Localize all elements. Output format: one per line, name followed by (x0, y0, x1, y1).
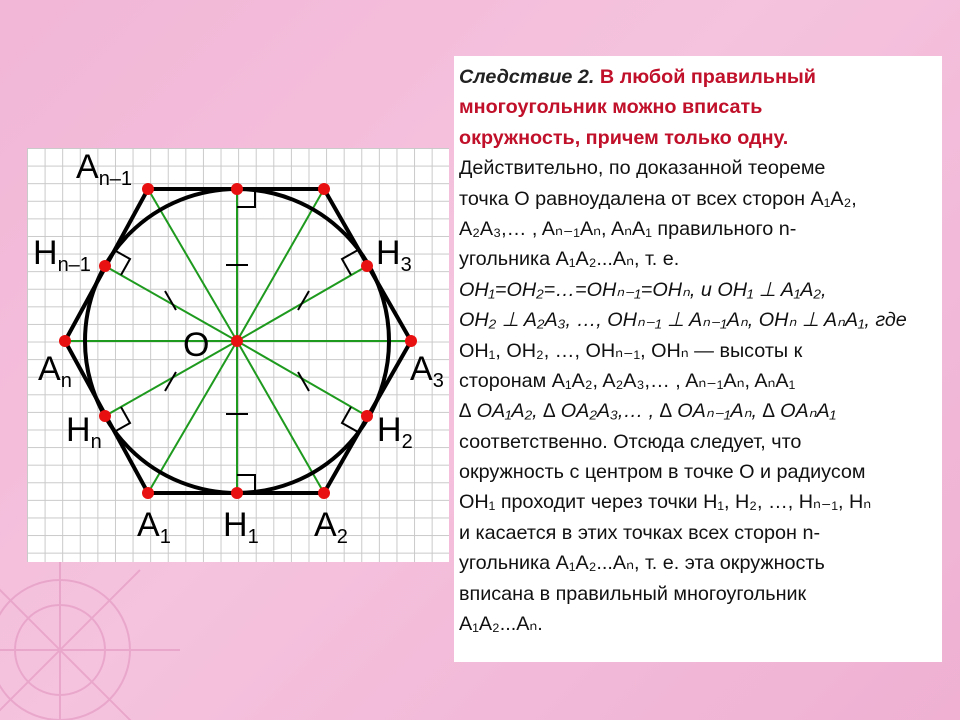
radius-line (237, 189, 324, 341)
right-angle-mark (342, 407, 358, 432)
body-line: OH₁=OH₂=…=OHₙ₋₁=OHₙ, и OH₁ ⊥ A₁A₂, (459, 278, 827, 301)
corollary-heading-line: многоугольник можно вписать (459, 96, 763, 119)
tangent-point-hn-1 (99, 260, 111, 272)
body-line: сторонам A₁A₂, A₂A₃,… , Aₙ₋₁Aₙ, AₙA₁ (459, 369, 796, 392)
radius-line (105, 266, 237, 341)
body-line: OH₂ ⊥ A₂A₃, …, OHₙ₋₁ ⊥ Aₙ₋₁Aₙ, OHₙ ⊥ AₙA₁, где (459, 309, 907, 332)
label-a2: $A_2$ (314, 506, 348, 548)
radius-line (105, 341, 237, 416)
body-line: окружность с центром в точке O и радиусом (459, 461, 866, 484)
label-a-n-minus-1: $A_{n-1}$ (76, 148, 133, 190)
vertex-point-an-1 (142, 183, 154, 195)
label-a3: $A_3$ (410, 350, 444, 392)
vertex-point-top-right (318, 183, 330, 195)
vertex-point-a3 (405, 335, 417, 347)
tangent-point-h1 (231, 487, 243, 499)
body-line: угольника A₁A₂...Aₙ, т. е. (459, 248, 680, 271)
tangent-point-h2 (361, 410, 373, 422)
body-line: угольника A₁A₂...Aₙ, т. е. эта окружность (459, 552, 825, 575)
corollary-label: Следствие 2. (459, 66, 595, 88)
radius-line (148, 189, 237, 341)
center-point-o (231, 335, 243, 347)
label-h1: $H_1$ (223, 506, 259, 548)
body-line: вписана в правильный многоугольник (459, 582, 807, 605)
corollary-heading-line: окружность, причем только одну. (459, 126, 789, 149)
body-line: ∆ OA₁A₂, ∆ OA₂A₃,… , ∆ OAₙ₋₁Aₙ, ∆ OAₙA₁ (459, 400, 836, 423)
body-line: точка O равноудалена от всех сторон A₁A₂, (459, 187, 857, 210)
corollary-heading: В любой правильный (599, 66, 816, 88)
vertex-point-a1 (142, 487, 154, 499)
label-h3: $H_3$ (376, 234, 412, 276)
label-o: O (183, 326, 210, 364)
body-line: соответственно. Отсюда следует, что (459, 430, 802, 453)
text-panel (454, 56, 942, 662)
body-line: Действительно, по доказанной теореме (459, 157, 826, 180)
label-h-n: $H_n$ (66, 411, 102, 453)
label-a-n: $A_n$ (38, 350, 72, 392)
right-angle-mark (114, 407, 130, 432)
label-h2: $H_2$ (377, 411, 413, 453)
tangent-point-h3 (361, 260, 373, 272)
body-line: A₂A₃,… , Aₙ₋₁Aₙ, AₙA₁ правильного n- (459, 217, 797, 240)
label-h-n-minus-1: $H_{n-1}$ (33, 234, 91, 276)
vertex-point-a2 (318, 487, 330, 499)
vertex-point-an (59, 335, 71, 347)
body-line: OH₁ проходит через точки H₁, H₂, …, Hₙ₋₁, Hₙ (459, 491, 872, 514)
heading-line (459, 62, 938, 92)
tangent-point-h3-top (231, 183, 243, 195)
label-a1: $A_1$ (137, 506, 171, 548)
tangent-point-hn (99, 410, 111, 422)
body-line: и касается в этих точках всех сторон n- (459, 521, 821, 544)
radius-line (237, 341, 324, 493)
right-angle-mark (114, 250, 130, 275)
body-line: A₁A₂...Aₙ. (459, 613, 543, 636)
body-line: OH₁, OH₂, …, OHₙ₋₁, OHₙ — высоты к (459, 339, 803, 362)
right-angle-mark (342, 250, 358, 275)
